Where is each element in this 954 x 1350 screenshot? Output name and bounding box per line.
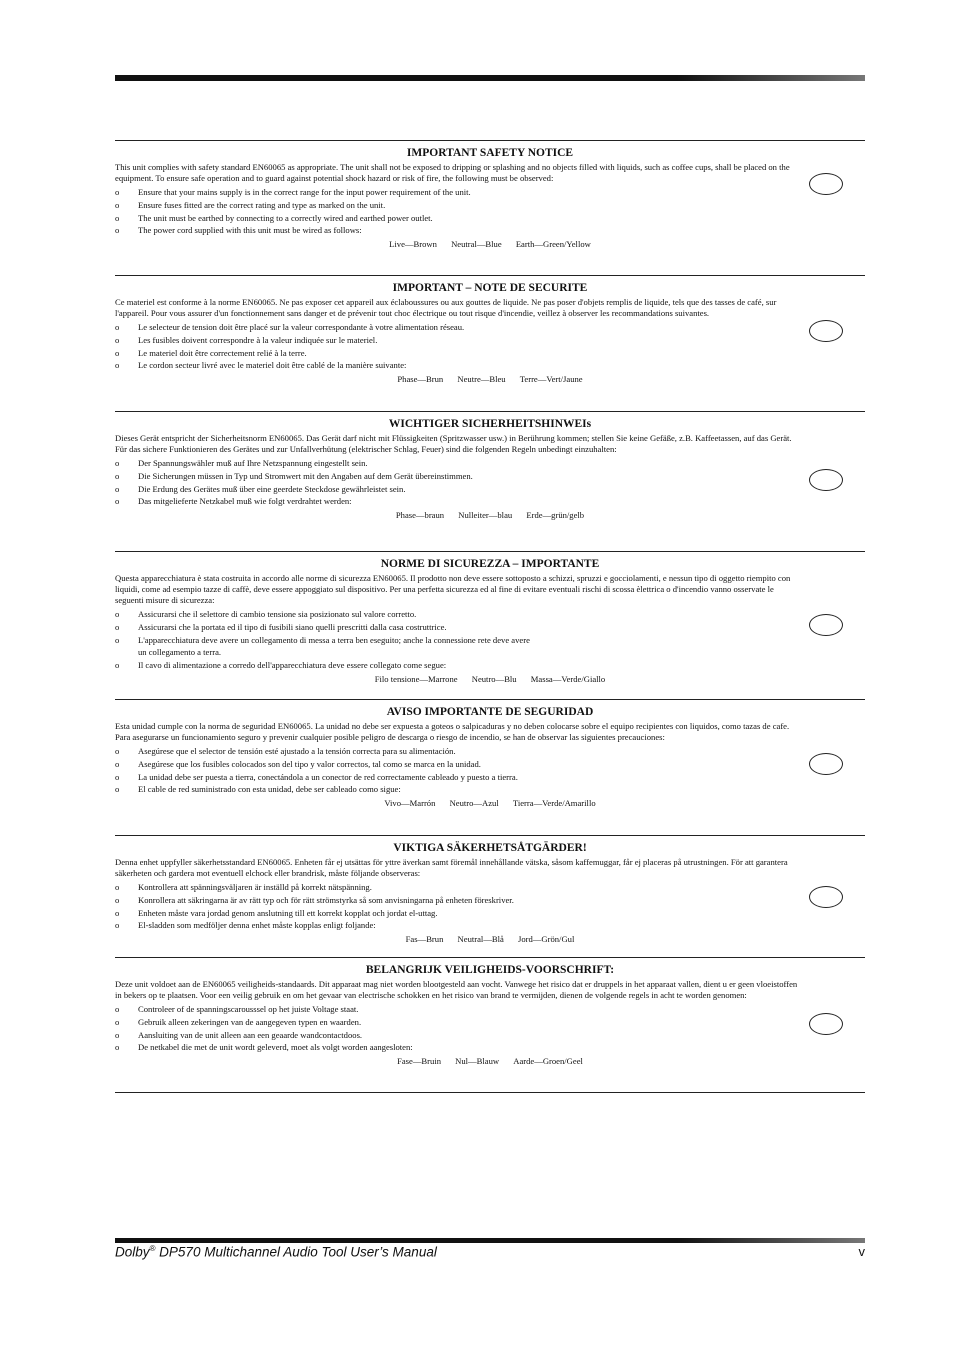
list-item: o Ensure fuses fitted are the correct rating and type as marked on the unit. — [115, 199, 386, 210]
wire-earth: Tierra—Verde/Amarillo — [512, 798, 596, 809]
section-italian — [115, 551, 865, 699]
bullet-list — [115, 186, 865, 237]
list-item: o L'apparecchiatura deve avere un collegamento di messa a terra ben eseguito; anche la connessione rete deve avere un collegamento a terra. — [115, 634, 530, 658]
section-title: IMPORTANT SAFETY NOTICE — [406, 147, 574, 159]
safety-symbol-oval — [809, 753, 843, 775]
bullet-marker: o — [115, 1042, 120, 1053]
bullet-marker: o — [115, 334, 120, 345]
list-item: o Les fusibles doivent correspondre à la valeur indiquée sur le materiel. — [115, 334, 378, 345]
list-item: o Le cordon secteur livré avec le materiel doit être cablé de la manière suivante: — [115, 360, 407, 371]
wire-colors — [115, 673, 865, 685]
wire-earth: Aarde—Groen/Geel — [513, 1056, 583, 1067]
list-item: o Konrollera att säkringarna är av rätt typ och för rätt strömstyrka så som anvisningarna på enheten föreskriver. — [115, 894, 514, 905]
list-item: o The power cord supplied with this unit must be wired as follows: — [115, 225, 362, 236]
bullet-marker: o — [115, 746, 120, 756]
section-german — [115, 411, 865, 551]
wire-neutral: Neutre—Bleu — [457, 374, 506, 385]
list-item: o Il cavo di alimentazione a corredo dell'apparecchiatura deve essere collegato come segue: — [115, 660, 447, 671]
bullet-marker: o — [115, 225, 120, 236]
list-item: o Ensure that your mains supply is in the correct range for the input power requirement of the unit. — [115, 187, 471, 197]
wire-earth: Earth—Green/Yellow — [515, 239, 591, 250]
safety-symbol-oval — [809, 173, 843, 195]
section-intro: This unit complies with safety standard EN60065 as appropriate. The unit shall not be exposed to dripping or splashing and no objects filled with liquids, such as coffee cups, shall be placed on the equipment. To ensure safe operation and to guard against potential shock hazard or risk of fire, the following must be observed: — [115, 162, 790, 183]
bullet-marker: o — [115, 187, 120, 197]
bullet-marker: o — [115, 920, 120, 931]
section-intro: Denna enhet uppfyller säkerhetsstandard EN60065. Enheten får ej utsättas för yttre äverkan samt föremål innehållande vätska, såsom kaffemuggar, får ej placeras på utrustningen. För att garantera säkerheten och gardera mot eventuell elchock eller brandrisk, måste följande observeras: — [115, 857, 788, 878]
section-title: VIKTIGA SÄKERHETSÅTGÄRDER! — [393, 842, 587, 854]
section-intro: Esta unidad cumple con la norma de seguridad EN60065. La unidad no debe ser expuesta a goteos o salpicaduras y no deben colocarse sobre el equipo recipientes con liquidos, como tazas de cafe. Para asegurarse un funcionamiento seguro y prevenir cualquier posible peligro de descarga o riesgo de incendio, se han de observar las siguientes precauciones: — [115, 721, 790, 742]
wire-earth: Jord—Grön/Gul — [518, 934, 575, 945]
wire-live: Fas—Brun — [405, 934, 444, 945]
section-title: WICHTIGER SICHERHEITSHINWEIs — [388, 418, 592, 430]
section-english — [115, 140, 865, 275]
wire-neutral: Neutro—Blu — [471, 673, 517, 684]
section-swedish — [115, 835, 865, 957]
bullet-list — [115, 608, 865, 672]
wire-live: Filo tensione—Marrone — [374, 673, 458, 684]
section-intro: Dieses Gerät entspricht der Sicherheitsnorm EN60065. Das Gerät darf nicht mit Flüssigkeiten (Spritzwasser usw.) in Berührung kommen; stellen Sie keine Gefäße, z.B. Kaffeetassen, auf das Gerät. Für das sichere Funktionieren des Gerätes und zur Unfallverhütung (elektrischer Schlag, Feuer) sind die folgenden Regeln unbedingt einzuhalten: — [115, 433, 792, 454]
section-title: IMPORTANT – NOTE DE SECURITE — [392, 282, 588, 294]
wire-neutral: Neutro—Azul — [449, 798, 499, 809]
list-item: o El-sladden som medföljer denna enhet måste kopplas enligt foljande: — [115, 920, 376, 931]
bullet-marker: o — [115, 634, 120, 645]
list-item: o Aansluiting van de unit alleen aan een geaarde wandcontactdoos. — [115, 1029, 363, 1040]
bullet-marker: o — [115, 660, 120, 671]
list-item: o De netkabel die met de unit wordt geleverd, moet als volgt worden aangesloten: — [115, 1042, 413, 1053]
safety-symbol-oval — [809, 1013, 843, 1035]
list-item: o El cable de red suministrado con esta unidad, debe ser cableado como sigue: — [115, 784, 401, 795]
wire-colors — [115, 1055, 865, 1067]
wire-live: Phase—Brun — [397, 374, 444, 385]
section-title: AVISO IMPORTANTE DE SEGURIDAD — [386, 706, 594, 718]
bullet-marker: o — [115, 347, 120, 358]
section-title: BELANGRIJK VEILIGHEIDS-VOORSCHRIFT: — [365, 964, 615, 976]
bullet-marker: o — [115, 771, 120, 782]
wire-live: Live—Brown — [389, 239, 437, 250]
bullet-marker: o — [115, 882, 120, 892]
list-item: o Der Spannungswähler muß auf Ihre Netzspannung eingestellt sein. — [115, 458, 368, 468]
wire-neutral: Neutral—Blå — [457, 934, 504, 945]
bullet-marker: o — [115, 784, 120, 795]
list-item: o Die Erdung des Gerätes muß über eine geerdete Steckdose gewährleistet sein. — [115, 483, 406, 494]
list-item: o Das mitgelieferte Netzkabel muß wie folgt verdrahtet werden: — [115, 496, 352, 507]
list-item: o Assicurarsi che il selettore di cambio tensione sia posizionato sul valore corretto. — [115, 609, 417, 619]
wire-colors — [115, 238, 865, 250]
list-item: o Le materiel doit être correctement relié à la terre. — [115, 347, 307, 358]
section-intro: Ce materiel est conforme à la norme EN60065. Ne pas exposer cet appareil aux éclaboussures ou aux gouttes de liquide. Ne pas poser d'objets remplis de liquide, tels que des tasses de café, sur l'appareil. Pour vous assurer d'un fonctionnement sans danger et de prévenir tout choc électrique ou tout risque d'incendie, veillez à observer les recommandations suivantes. — [115, 297, 777, 318]
section-french — [115, 275, 865, 411]
list-item: o Assicurarsi che la portata ed il tipo di fusibili siano quelli prescritti dalla casa costruttrice. — [115, 621, 447, 632]
safety-symbol-oval — [809, 886, 843, 908]
wire-live: Fase—Bruin — [397, 1056, 441, 1067]
list-item: o Kontrollera att spänningsväljaren är inställd på korrekt nätspänning. — [115, 882, 372, 892]
bullet-marker: o — [115, 907, 120, 918]
wire-colors — [115, 797, 865, 809]
bullet-list — [115, 321, 865, 372]
bullet-marker: o — [115, 758, 120, 769]
page-number: v — [858, 1244, 865, 1259]
manual-title: Dolby® DP570 Multichannel Audio Tool User’s Manual — [115, 1244, 437, 1260]
safety-symbol-oval — [809, 614, 843, 636]
end-rule — [115, 1092, 865, 1093]
section-intro: Questa apparecchiatura è stata costruita in accordo alle norme di sicurezza EN60065. Il prodotto non deve essere sottoposto a schizzi, spruzzi e gocciolamenti, e nessun tipo di oggetto riempito con liquidi, come ad esempio tazze di caffè, deve essere appoggiato sul dispositivo. Per una perfetta sicurezza ed al fine di evitare eventuali rischi di scossa èlettrica o d'incendio vanno osservate le seguenti misure di sicurezza: — [115, 573, 791, 605]
safety-symbol-oval — [809, 320, 843, 342]
wire-colors — [115, 373, 865, 385]
bullet-marker: o — [115, 621, 120, 632]
page-footer — [115, 1244, 865, 1262]
bullet-list — [115, 881, 865, 932]
bullet-list — [115, 745, 865, 796]
bullet-marker: o — [115, 322, 120, 332]
list-item: o Controleer of de spanningscarousssel op het juiste Voltage staat. — [115, 1004, 359, 1014]
list-item: o Le selecteur de tension doit être placé sur la valeur correspondante à votre alimentation réseau. — [115, 322, 465, 332]
bullet-marker: o — [115, 496, 120, 507]
list-item: o The unit must be earthed by connecting to a correctly wired and earthed power outlet. — [115, 212, 433, 223]
bullet-marker: o — [115, 360, 120, 371]
bullet-marker: o — [115, 1029, 120, 1040]
bullet-list — [115, 1003, 865, 1054]
wire-earth: Terre—Vert/Jaune — [519, 374, 583, 385]
list-item: o Enheten måste vara jordad genom anslutning till ett korrekt kopplat och jordat el-uttag. — [115, 907, 438, 918]
bullet-marker: o — [115, 1004, 120, 1014]
bullet-marker: o — [115, 212, 120, 223]
list-item: o Asegúrese que los fusibles colocados son del tipo y valor correctos, tal como se marca en la unidad. — [115, 758, 481, 769]
bullet-marker: o — [115, 894, 120, 905]
wire-colors — [115, 933, 865, 945]
wire-neutral: Nul—Blauw — [455, 1056, 500, 1067]
safety-symbol-oval — [809, 469, 843, 491]
bullet-marker: o — [115, 1016, 120, 1027]
header-rule — [115, 75, 865, 81]
wire-neutral: Neutral—Blue — [451, 239, 502, 250]
wire-earth: Massa—Verde/Giallo — [530, 673, 606, 684]
wire-live: Vivo—Marrón — [384, 798, 436, 809]
wire-earth: Erde—grün/gelb — [526, 510, 585, 521]
section-dutch — [115, 957, 865, 1092]
list-item: o Asegúrese que el selector de tensión esté ajustado a la tensión correcta para su alimentación. — [115, 746, 456, 756]
wire-colors — [115, 509, 865, 521]
bullet-marker: o — [115, 609, 120, 619]
list-item: o Gebruik alleen zekeringen van de aangegeven typen en waarden. — [115, 1016, 362, 1027]
bullet-marker: o — [115, 470, 120, 481]
bullet-marker: o — [115, 199, 120, 210]
list-item: o Die Sicherungen müssen in Typ und Stromwert mit den Angaben auf dem Gerät übereinstimmen. — [115, 470, 473, 481]
list-item: o La unidad debe ser puesta a tierra, conectándola a un conector de red correctamente cableado y puesto a tierra. — [115, 771, 518, 782]
wire-live: Phase—braun — [395, 510, 445, 521]
bullet-marker: o — [115, 483, 120, 494]
section-title: NORME DI SICUREZZA – IMPORTANTE — [380, 558, 600, 570]
wire-neutral: Nulleiter—blau — [458, 510, 513, 521]
section-intro: Deze unit voldoet aan de EN60065 veiligheids-standaards. Dit apparaat mag niet worden blootgesteld aan vocht. Vanwege het risico dat er druppels in het apparaat vallen, dient u er geen vloeistoffen in bekers op te plaatsen. Voor een veilig gebruik en om het gevaar van electrische schokken en het risico van brand te vermijden, dienen de volgende regels in acht te worden genomen: — [115, 979, 798, 1000]
bullet-marker: o — [115, 458, 120, 468]
footer-rule — [115, 1238, 865, 1243]
section-spanish — [115, 699, 865, 835]
bullet-list — [115, 457, 865, 508]
